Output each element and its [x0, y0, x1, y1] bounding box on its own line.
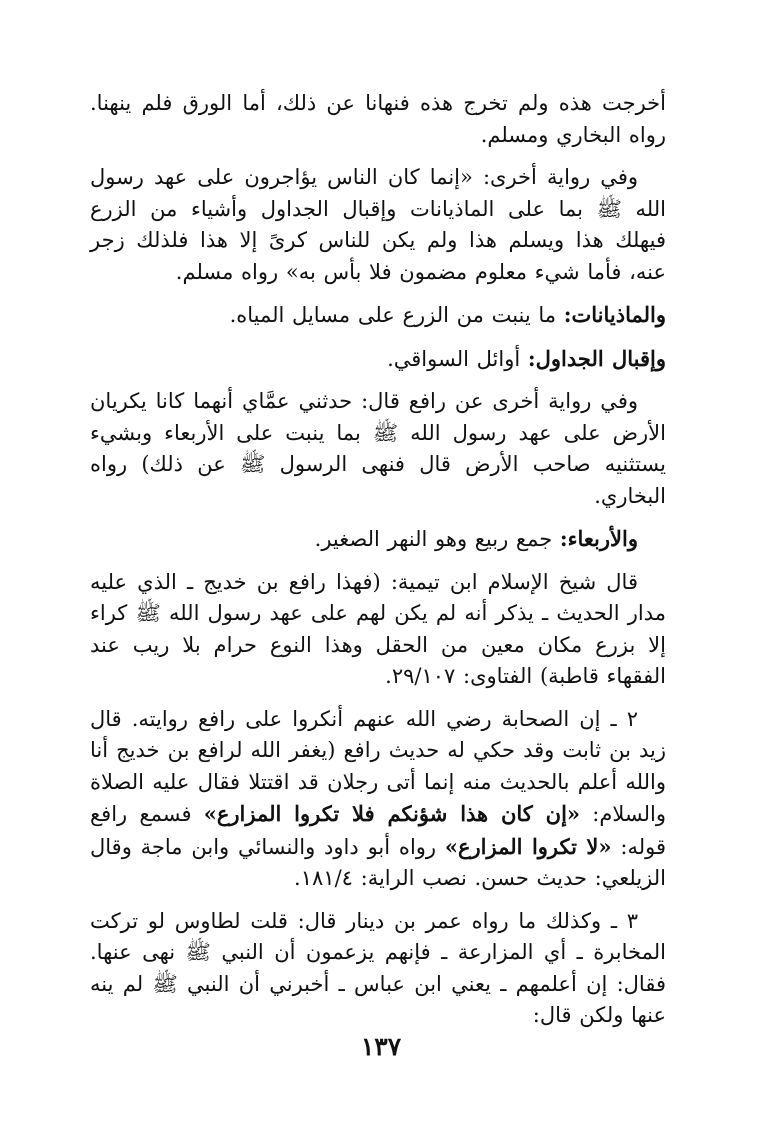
- paragraph-segment: فسمع رافع قوله:: [90, 802, 666, 859]
- definition-term: وإقبال الجداول:: [527, 345, 666, 371]
- paragraph-2: وفي رواية أخرى: «إنما كان الناس يؤاجرون على عهد رسول الله ﷺ بما على الماذيانات وإقبال الجداول وأشياء من الزرع فيهلك هذا ويسلم هذا ولم يكن للناس كرىً إلا هذا فلذلك زجر عنه، فأما شيء معلوم مضمون فلا بأس به» رواه مسلم.: [90, 165, 666, 284]
- page-number: ١٣٧: [360, 1032, 402, 1061]
- hadith-quote: «لا تكروا المزارع»: [444, 833, 612, 859]
- definition-text: أوائل السواقي.: [387, 346, 528, 371]
- definition-term: والماذيانات:: [563, 302, 666, 327]
- definition-madhyanat: [90, 299, 666, 332]
- page-body: [90, 88, 666, 1032]
- paragraph-3: وفي رواية أخرى عن رافع قال: حدثني عمَّاي أنهما كانا يكريان الأرض على عهد رسول الله ﷺ بما ينبت على الأربعاء وبشيء يستثنيه صاحب الأرض قال فنهى الرسول ﷺ عن ذلك) رواه البخاري.: [90, 389, 666, 508]
- paragraph-ibn-taymiyyah: قال شيخ الإسلام ابن تيمية: (فهذا رافع بن خديج ـ الذي عليه مدار الحديث ـ يذكر أنه لم يكن لهم على عهد رسول الله ﷺ كراء إلا بزرع مكان معين من الحقل وهذا النوع حرام بلا ريب عند الفقهاء قاطبة) الفتاوى: ٢٩/١٠٧.: [90, 569, 666, 688]
- paragraph-1: أخرجت هذه ولم تخرج هذه فنهانا عن ذلك، أما الورق فلم ينهنا. رواه البخاري ومسلم.: [90, 91, 666, 147]
- paragraph-segment: ٢ ـ إن الصحابة رضي الله عنهم أنكروا على رافع روايته. قال زيد بن ثابت وقد حكي له حديث رافع (يغفر الله لرافع بن خديج أنا والله أعلم بالحديث منه إنما أتى رجلان قد اقتتلا فقال عليه الصلاة والسلام:: [90, 706, 667, 826]
- paragraph-segment: رواه أبو داود والنسائي وابن ماجة وقال الزيلعي: حديث حسن. نصب الراية: ١٨١/٤.: [90, 834, 666, 890]
- definition-term: والأربعاء:: [559, 526, 638, 551]
- definition-text: ما ينبت من الزرع على مسايل المياه.: [229, 303, 564, 327]
- hadith-quote: «إن كان هذا شؤنكم فلا تكروا المزارع»: [203, 801, 581, 826]
- definition-arbiaa: [90, 523, 666, 556]
- paragraph-point-2: [90, 704, 666, 895]
- paragraph-point-3: ٣ ـ وكذلك ما رواه عمر بن دينار قال: قلت لطاوس لو تركت المخابرة ـ أي المزارعة ـ فإنهم يزعمون أن النبي ﷺ نهى عنها. فقال: إن أعلمهم ـ يعني ابن عباس ـ أخبرني أن النبي ﷺ لم ينه عنها ولكن قال:: [90, 908, 666, 1027]
- definition-iqbal-al-jadawil: [90, 343, 666, 376]
- definition-text: جمع ربيع وهو النهر الصغير.: [314, 527, 560, 551]
